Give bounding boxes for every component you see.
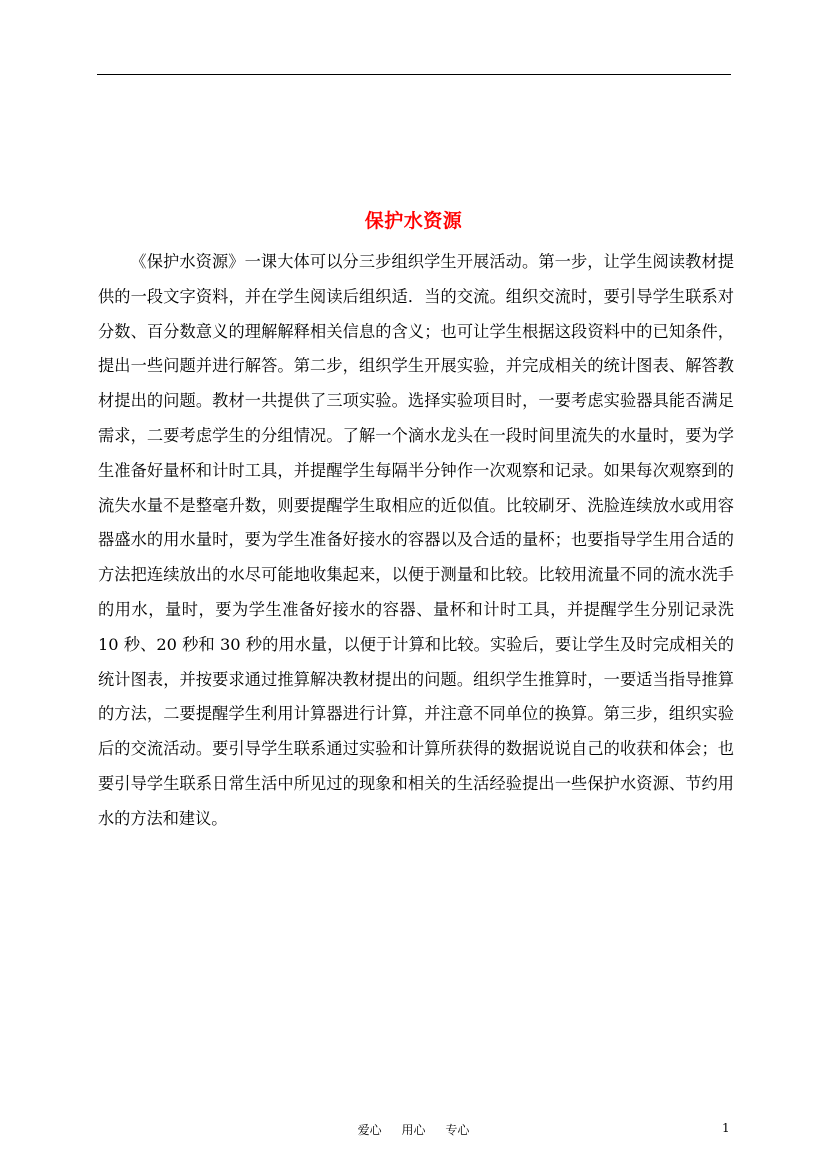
body-paragraph: 《保护水资源》一课大体可以分三步组织学生开展活动。第一步，让学生阅读教材提供的一段文字资料，并在学生阅读后组织适．当的交流。组织交流时，要引导学生联系对分数、百分数意义的理解解释相关信息的含义；也可让学生根据这段资料中的已知条件，提出一些问题并进行解答。第二步，组织学生开展实验，并完成相关的统计图表、解答教材提出的问题。教材一共提供了三项实验。选择实验项目时，一要考虑实验器具能否满足需求，二要考虑学生的分组情况。了解一个滴水龙头在一段时间里流失的水量时，要为学生准备好量杯和计时工具，并提醒学生每隔半分钟作一次观察和记录。如果每次观察到的流失水量不是整毫升数，则要提醒学生取相应的近似值。比较刷牙、洗脸连续放水或用容器盛水的用水量时，要为学生准备好接水的容器以及合适的量杯；也要指导学生用合适的方法把连续放出的水尽可能地收集起来，以便于测量和比较。比较用流量不同的流水洗手的用水，量时，要为学生准备好接水的容器、量杯和计时工具，并提醒学生分别记录洗 10 秒、20 秒和 30 秒的用水量，以便于计算和比较。实验后，要让学生及时完成相关的统计图表，并按要求通过推算解决教材提出的问题。组织学生推算时，一要适当指导推算的方法，二要提醒学生利用计算器进行计算，并注意不同单位的换算。第三步，组织实验后的交流活动。要引导学生联系通过实验和计算所获得的数据说说自己的收获和体会；也要引导学生联系日常生活中所见过的现象和相关的生活经验提出一些保护水资源、节约用水的方法和建议。 bbox=[98, 252, 734, 828]
footer-motto bbox=[0, 1121, 827, 1138]
footer-motto-focus: 专心 bbox=[445, 1123, 470, 1137]
page-number: 1 bbox=[722, 1121, 730, 1135]
document-title: 保护水资源 bbox=[364, 210, 463, 232]
footer-motto-love: 爱心 bbox=[357, 1123, 382, 1137]
page-footer bbox=[0, 1121, 827, 1141]
footer-motto-care: 用心 bbox=[401, 1123, 426, 1137]
header-rule bbox=[97, 74, 731, 75]
